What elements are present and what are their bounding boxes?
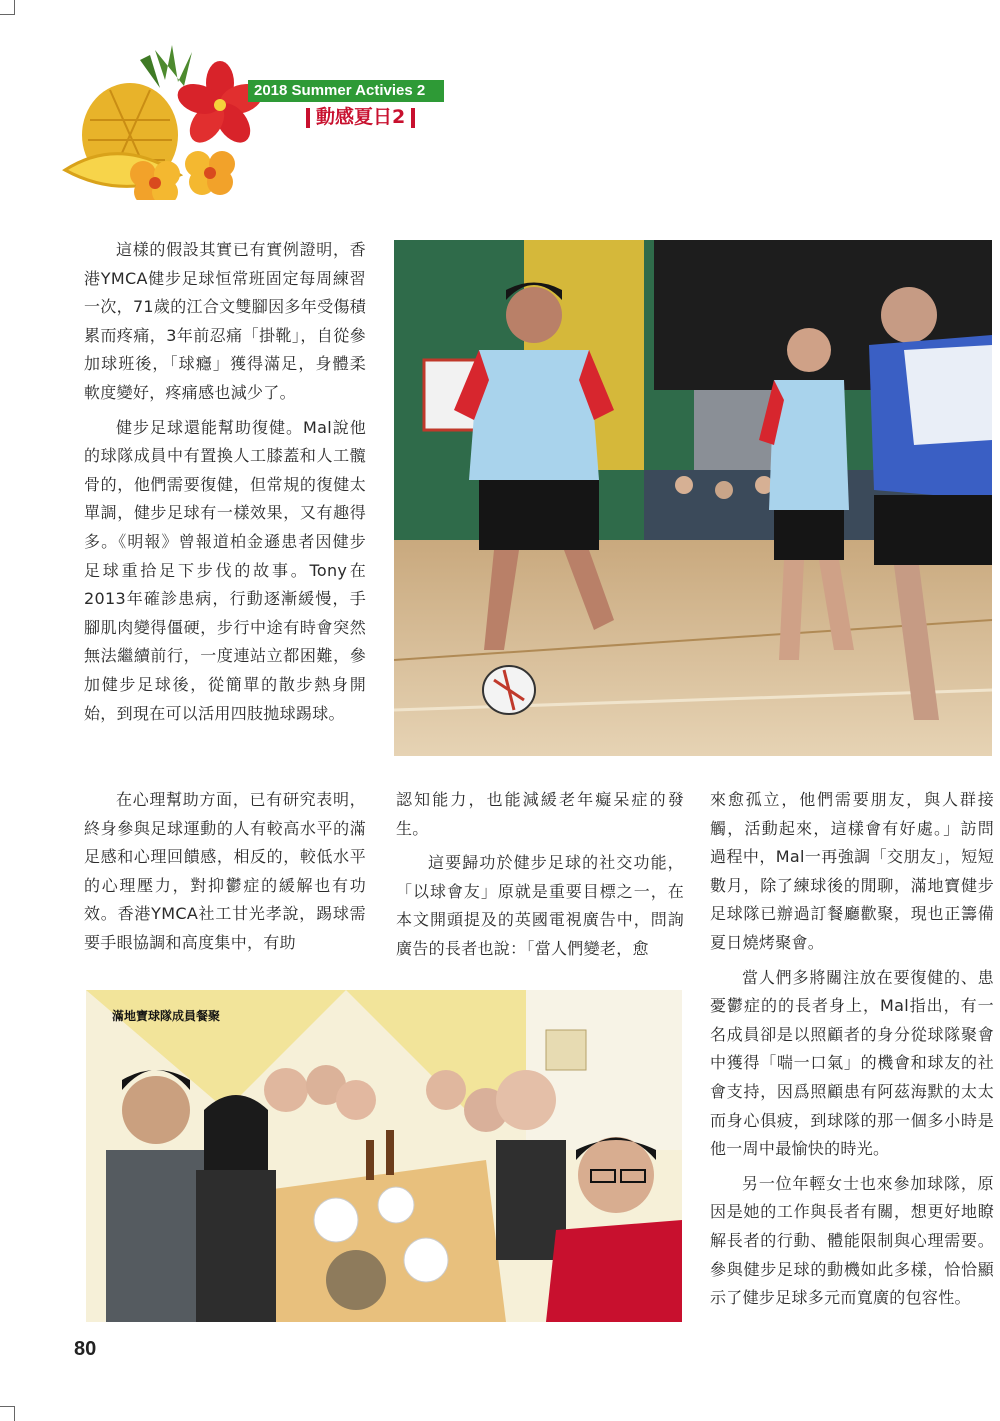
subtitle-bar-right	[411, 108, 415, 128]
subtitle-bar-left	[306, 108, 310, 128]
banner-title-en: 2018 Summer Activies 2	[254, 82, 426, 99]
photo-caption: 滿地寶球隊成員餐聚	[112, 1009, 221, 1023]
paragraph: 來愈孤立，他們需要朋友，與人群接觸，活動起來，這樣會有好處。」訪問過程中，Mal一再強調「交朋友」，短短數月，除了練球後的閒聊，滿地寶健步足球隊已辦過訂餐廳歡聚，現也正籌備夏日燒烤聚會。	[710, 790, 994, 952]
page-number: 80	[74, 1338, 97, 1360]
pineapple-hibiscus-illustration	[60, 40, 280, 200]
football-match-photo	[394, 240, 992, 756]
football-match-illustration	[394, 240, 992, 756]
team-dinner-illustration	[86, 990, 682, 1322]
article-column-1-top	[84, 236, 366, 734]
article-column-1-bottom	[84, 786, 366, 964]
team-dinner-photo	[86, 990, 682, 1322]
paragraph: 在心理幫助方面，已有研究表明，終身參與足球運動的人有較高水平的滿足感和心理回饋感，相反的，較低水平的心理壓力，對抑鬱症的緩解也有功效。香港YMCA社工甘光孝說，踢球需要手眼協調和高度集中，有助	[84, 790, 366, 952]
section-subtitle	[300, 104, 421, 130]
article-column-3	[710, 786, 994, 1319]
subtitle-text: 動感夏日2	[316, 106, 406, 128]
crop-mark-top	[0, 0, 15, 15]
paragraph: 這要歸功於健步足球的社交功能，「以球會友」原就是重要目標之一，在本文開頭提及的英國電視廣告中，問詢廣告的長者也說：「當人們變老，愈	[396, 853, 684, 958]
article-column-2	[396, 786, 684, 970]
paragraph: 健步足球還能幫助復健。Mal說他的球隊成員中有置換人工膝蓋和人工髖骨的，他們需要復健，但常規的復健太單調，健步足球有一樣效果，又有趣得多。《明報》曾報道柏金遜患者因健步足球重拾足下步伐的故事。Tony在2013年確診患病，行動逐漸緩慢，手腳肌肉變得僵硬，步行中途有時會突然無法繼續前行，一度連站立都困難，參加健步足球後，從簡單的散步熱身開始，到現在可以活用四肢拋球踢球。	[84, 417, 366, 723]
paragraph: 認知能力，也能減緩老年癡呆症的發生。	[396, 790, 684, 838]
paragraph: 另一位年輕女士也來參加球隊，原因是她的工作與長者有關，想更好地瞭解長者的行動、體能限制與心理需要。參與健步足球的動機如此多樣，恰恰顯示了健步足球多元而寬廣的包容性。	[710, 1173, 994, 1308]
section-banner	[248, 80, 444, 102]
crop-mark-bottom	[0, 1406, 15, 1421]
paragraph: 當人們多將關注放在要復健的、患憂鬱症的的長者身上，Mal指出，有一名成員卻是以照顧者的身分從球隊聚會中獲得「喘一口氣」的機會和球友的社會支持，因爲照顧患有阿茲海默的太太而身心俱疲，到球隊的那一個多小時是他一周中最愉快的時光。	[710, 967, 994, 1159]
paragraph: 這樣的假設其實已有實例證明，香港YMCA健步足球恒常班固定每周練習一次，71歲的江合文雙腳因多年受傷積累而疼痛，3年前忍痛「掛靴」，自從參加球班後，「球癮」獲得滿足，身體柔軟度變好，疼痛感也減少了。	[84, 240, 366, 402]
